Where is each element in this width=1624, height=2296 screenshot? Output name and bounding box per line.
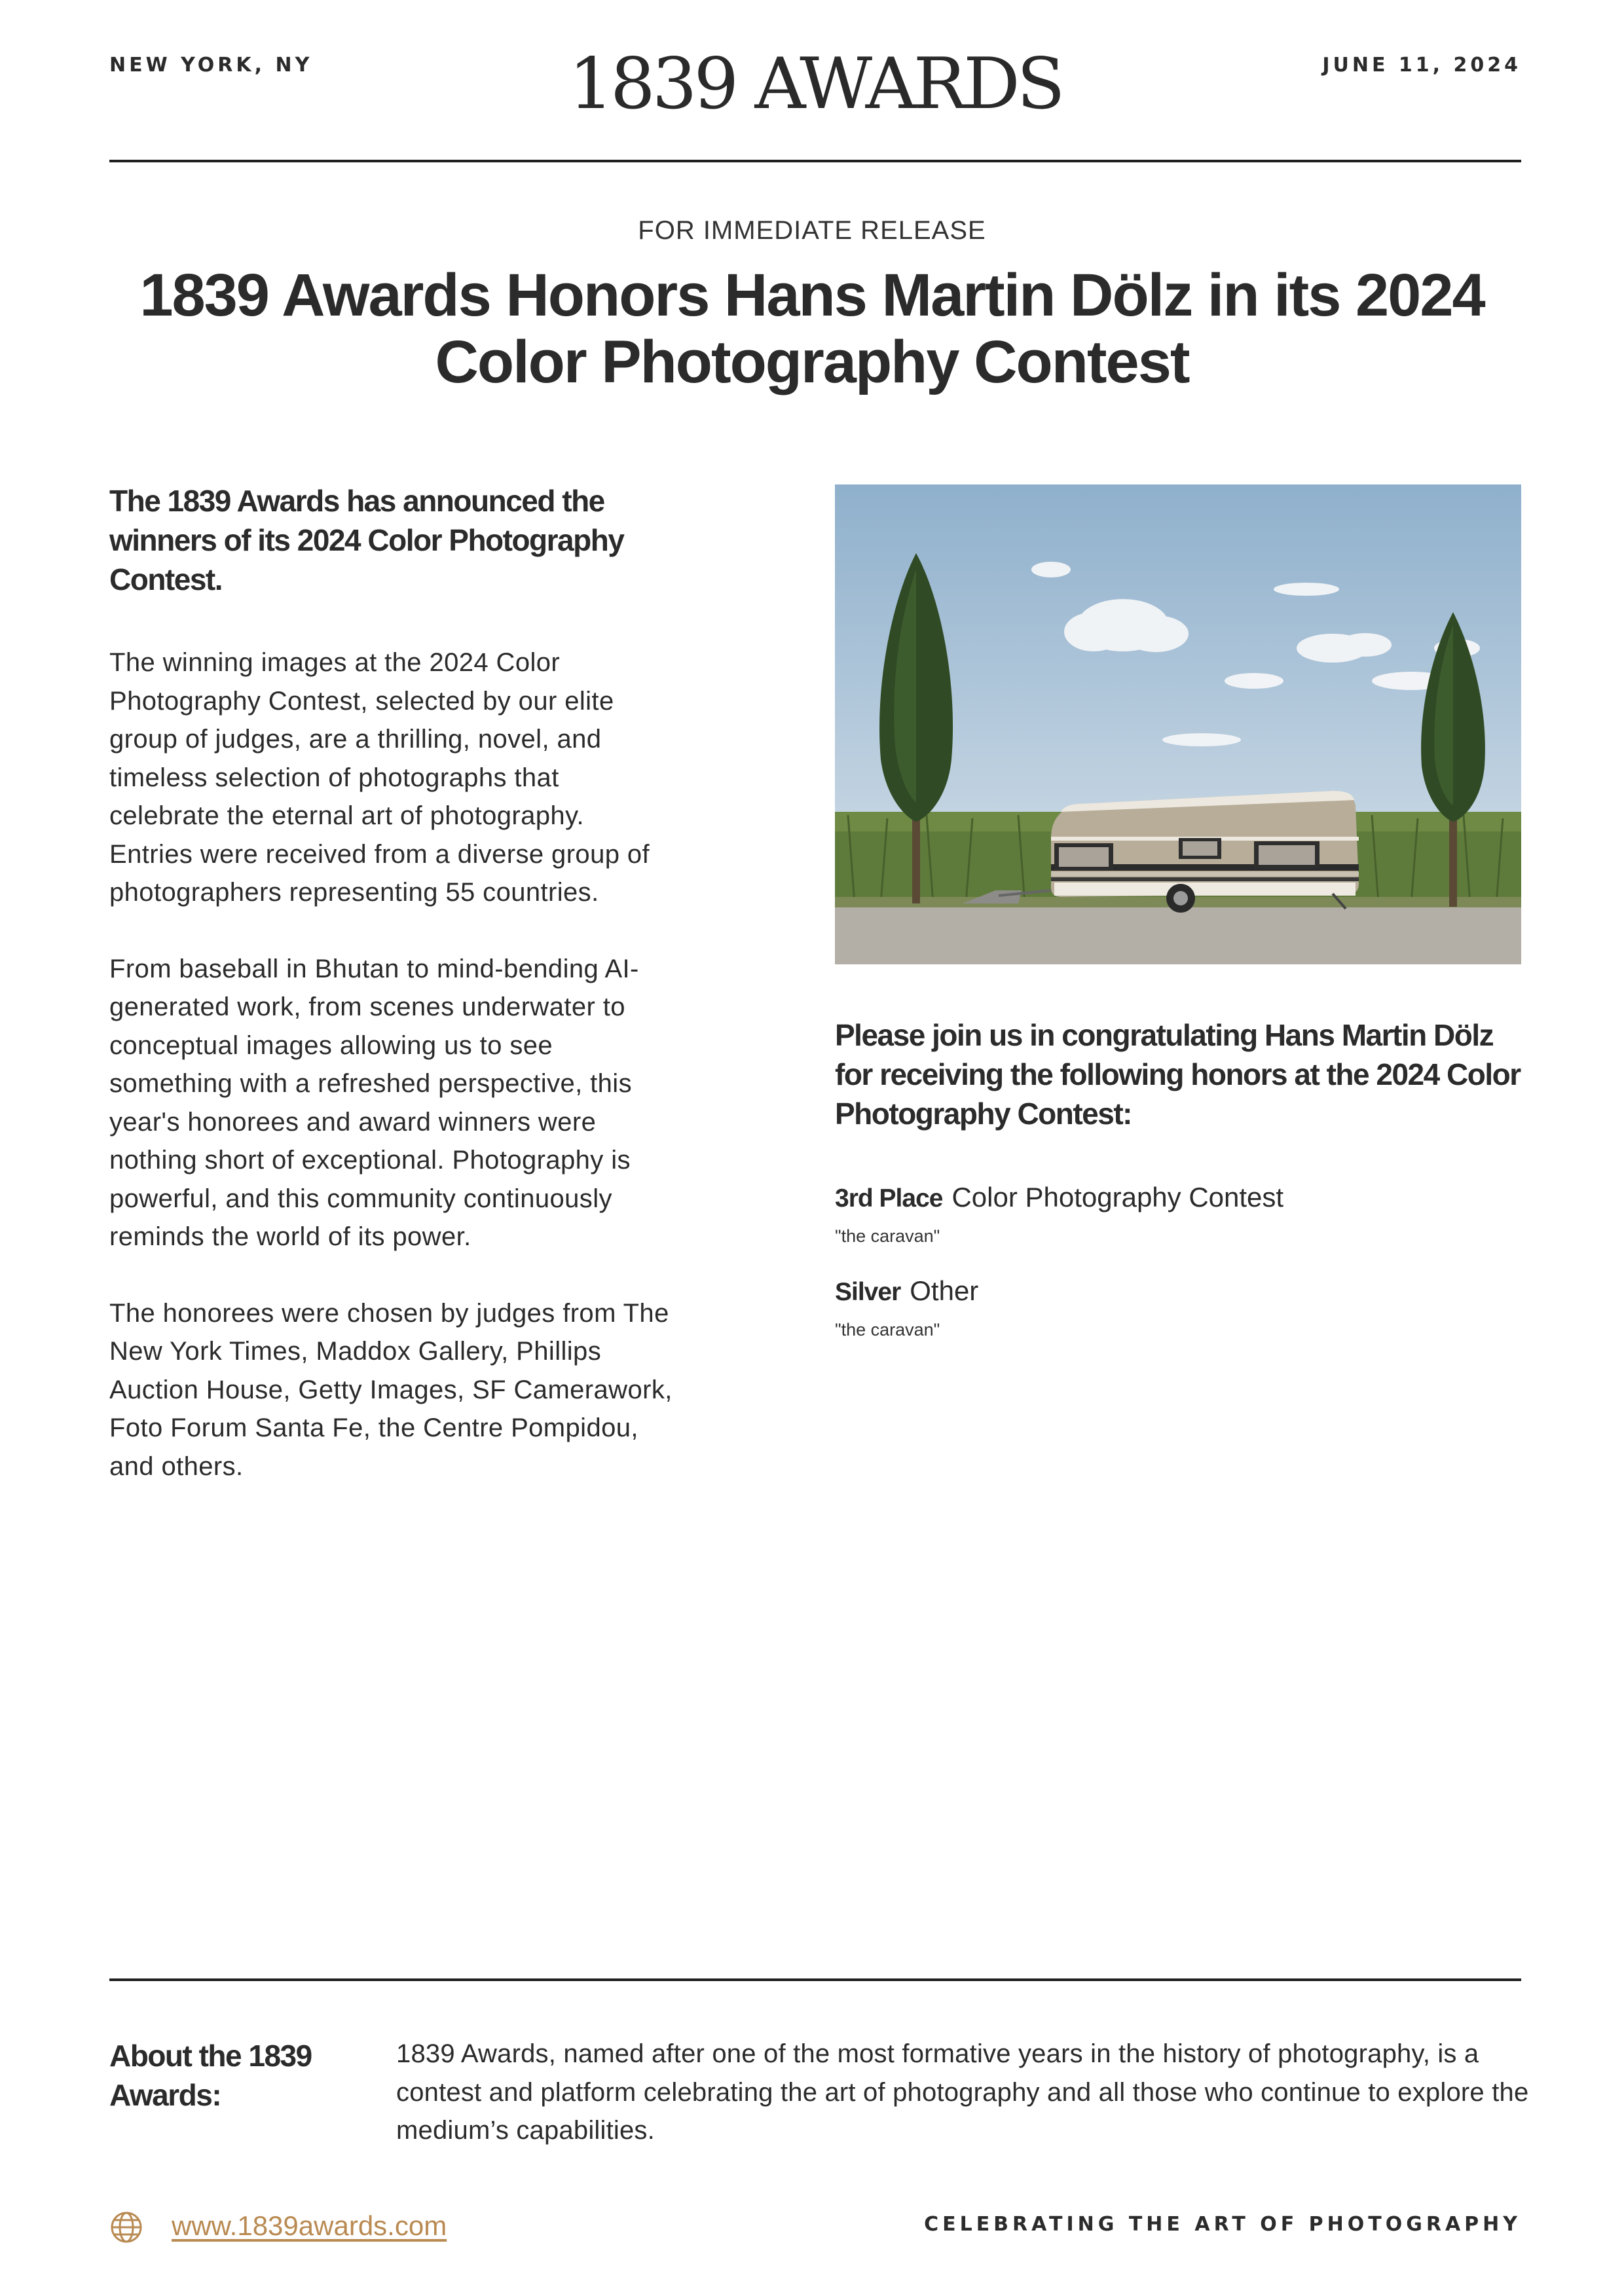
about-text: 1839 Awards, named after one of the most formative years in the history of photography, is a contest and platform celebrating the art of photography and all those who continue to explore the medium’s capabilities.	[396, 2039, 1529, 2145]
honor-photo-title: "the caravan"	[835, 1320, 940, 1339]
right-column	[835, 484, 1521, 1366]
congratulations-heading: Please join us in congratulating Hans Martin Dölz for receiving the following honors at the 2024 Color Photography Contest:	[835, 1018, 1521, 1131]
page-footer	[109, 2206, 1521, 2252]
honor-rank: Silver	[835, 1278, 901, 1306]
body-paragraph: The winning images at the 2024 Color Photography Contest, selected by our elite group of judges, are a thrilling, novel, and timeless selection of photographs that celebrate the eternal art of photography. Entries were received from a diverse group of photographers representing 55 countries.	[109, 648, 650, 907]
website-link[interactable]: www.1839awards.com	[172, 2210, 447, 2241]
honor-item	[835, 1179, 1521, 1247]
honor-photo-title: "the caravan"	[835, 1226, 940, 1246]
honor-category: Other	[910, 1275, 979, 1306]
header-divider	[109, 160, 1521, 162]
footer-divider	[109, 1978, 1521, 1981]
left-column	[109, 481, 673, 1523]
page-header	[109, 43, 1521, 131]
location-label: NEW YORK, NY	[109, 54, 313, 77]
lede-heading: The 1839 Awards has announced the winners of its 2024 Color Photography Contest.	[109, 484, 624, 596]
brand-logo: 1839 AWARDS	[568, 43, 1062, 125]
body-paragraph: The honorees were chosen by judges from The New York Times, Maddox Gallery, Phillips Auction House, Getty Images, SF Camerawork, Foto Forum Santa Fe, the Centre Pompidou, and others.	[109, 1298, 673, 1481]
about-heading: About the 1839 Awards:	[109, 2039, 312, 2112]
honor-item	[835, 1273, 1521, 1340]
body-paragraph: From baseball in Bhutan to mind-bending AI-generated work, from scenes underwater to conceptual images allowing us to see something with a refreshed perspective, this year's honorees and award winners were nothing short of exceptional. Photography is powerful, and this community continuously reminds the world of its power.	[109, 954, 639, 1251]
footer-tagline: CELEBRATING THE ART OF PHOTOGRAPHY	[924, 2213, 1521, 2236]
honor-rank: 3rd Place	[835, 1184, 943, 1212]
honor-category: Color Photography Contest	[951, 1182, 1284, 1212]
caravan-photo	[835, 484, 1521, 964]
release-date: JUNE 11, 2024	[1322, 54, 1521, 77]
honors-list	[835, 1179, 1521, 1340]
release-label: FOR IMMEDIATE RELEASE	[638, 216, 986, 245]
globe-icon	[109, 2210, 143, 2244]
page-title: 1839 Awards Honors Hans Martin Dölz in its 2024 Color Photography Contest	[139, 262, 1485, 395]
